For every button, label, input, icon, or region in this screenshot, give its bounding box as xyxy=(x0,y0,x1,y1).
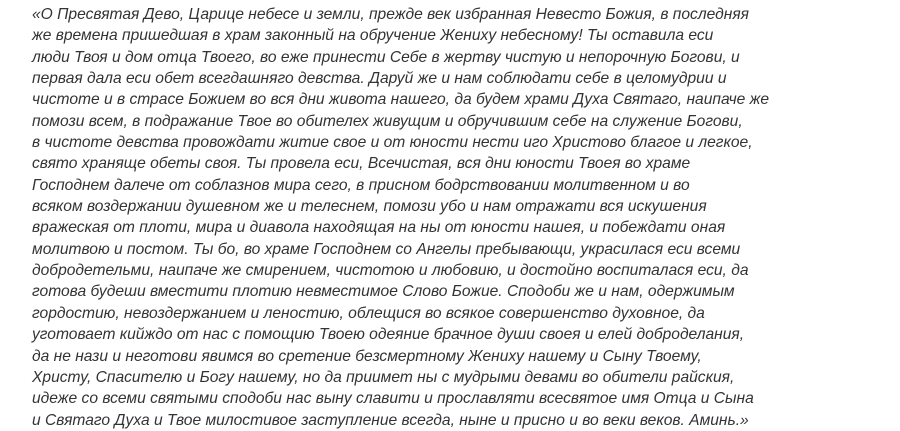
prayer-line: Христу, Спасителю и Богу нашему, но да приимет ны с мудрыми девами во обители райския, xyxy=(32,368,735,386)
prayer-line: свято храняще обеты своя. Ты провела еси, Всечистая, вся дни юности Твоея во храме xyxy=(32,155,691,173)
prayer-line: готова будеши вместити плотию невместимое Слово Божие. Сподоби же и нам, одержимым xyxy=(32,283,735,301)
prayer-line: да не нази и неготови явимся во сретение безсмертному Жениху нашему и Сыну Твоему, xyxy=(32,347,702,365)
prayer-line: и Святаго Духа и Твое милостивое заступление всегда, ныне и присно и во веки веков. Аминь.» xyxy=(32,411,749,429)
prayer-line: вражеская от плоти, мира и диавола находящая на ны от юности нашея, и побеждати оная xyxy=(32,219,726,237)
prayer-line: Господнем далече от соблазнов мира сего, в присном бодрствовании молитвенном и во xyxy=(32,176,690,194)
prayer-line: гордостию, невоздержанием и леностию, облещися во всякое совершенство духовное, да xyxy=(32,304,705,322)
prayer-line: всяком воздержании душевном же и телеснем, помози убо и нам отражати вся искушения xyxy=(32,198,707,216)
prayer-text xyxy=(32,4,900,431)
prayer-line: «О Пресвятая Дево, Царице небесе и земли, прежде век избранная Невесто Божия, в последняя xyxy=(32,6,749,23)
prayer-line: же времена пришедшая в храм законный на обручение Жениху небесному! Ты оставила еси xyxy=(32,27,714,45)
prayer-line: чистоте и в страсе Божием во вся дни живота нашего, да будем храми Духа Святаго, наипаче же xyxy=(32,91,770,109)
prayer-line: молитвою и постом. Ты бо, во храме Господнем со Ангелы пребывающи, украсилася еси всеми xyxy=(32,240,741,258)
prayer-line: первая дала еси обет всегдашняго девства. Даруй же и нам соблюдати себе в целомудрии и xyxy=(32,70,727,88)
prayer-line: люди Твоя и дом отца Твоего, во еже принести Себе в жертву чистую и непорочную Богови, и xyxy=(32,48,740,66)
prayer-line: в чистоте девства провождати житие свое и от юности нести иго Христово благое и легкое, xyxy=(32,134,753,152)
prayer-line: идеже со всеми святыми сподоби нас выну славити и прославляти всесвятое имя Отца и Сына xyxy=(32,390,754,408)
prayer-line: уготовает кийждо от нас с помощию Твоею одеяние брачное души своея и елей доброделания, xyxy=(32,326,745,344)
prayer-line: добродетельми, наипаче же смирением, чистотою и любовию, и достойно воспиталася еси, да xyxy=(32,262,749,280)
prayer-line: помози всем, в подражание Твое во обителех живущим и обручившим себе на служение Богови, xyxy=(32,112,743,130)
